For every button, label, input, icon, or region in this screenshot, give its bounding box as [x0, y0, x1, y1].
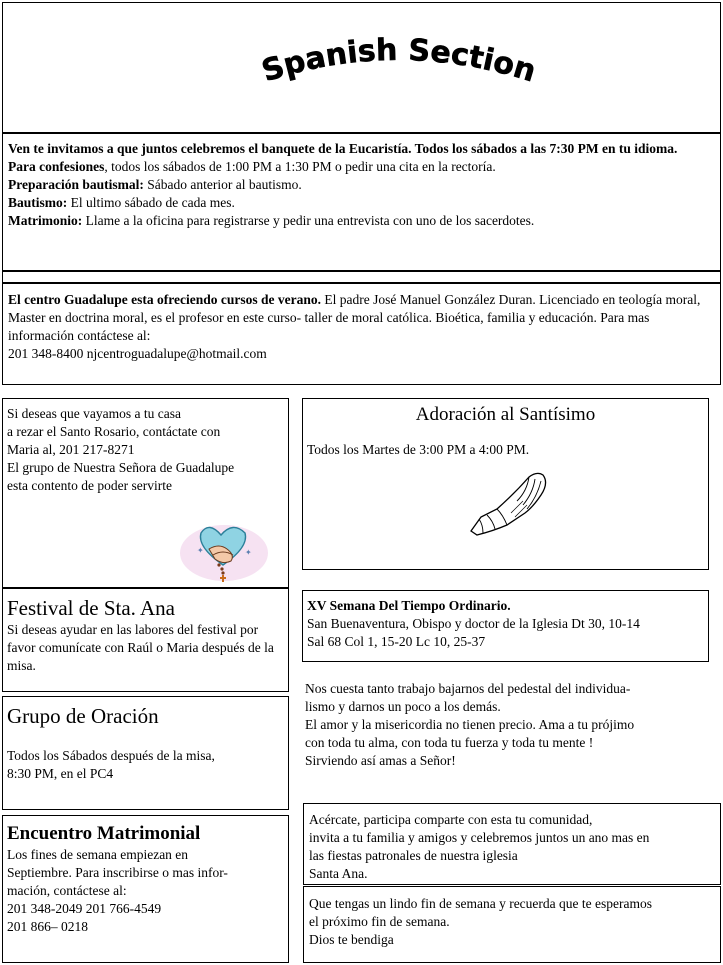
courses-body: El padre José Manuel González Duran. Licenciado en teología moral, Master en doctrina moral, es el profesor en este curso- taller de moral católica. Bioética, familia y educación. Para mas información contáctese al: [8, 292, 701, 343]
adoracion-box [302, 398, 709, 570]
oracion-line: Todos los Sábados después de la misa, [7, 748, 215, 763]
courses-contact: 201 348-8400 njcentroguadalupe@hotmail.com [8, 346, 267, 361]
header-banner [2, 2, 721, 133]
reflexion-line: El amor y la misericordia no tienen precio. Ama a tu prójimo [305, 717, 635, 732]
semana-line: San Buenaventura, Obispo y doctor de la Iglesia Dt 30, 10-14 [307, 616, 640, 631]
rosary-hands-icon [179, 519, 269, 583]
preparacion-text: Sábado anterior al bautismo. [143, 177, 302, 192]
matrimonio-label: Matrimonio: [8, 213, 83, 228]
reflexion-line: Nos cuesta tanto trabajo bajarnos del pedestal del individua- [305, 681, 631, 696]
svg-text:✦: ✦ [197, 546, 204, 555]
encuentro-line: Los fines de semana empiezan en [7, 847, 189, 862]
eucaristia-box [2, 133, 721, 271]
reflexion-line: Sirviendo así amas a Señor! [305, 753, 456, 768]
festival-body: Si deseas ayudar en las labores del festival por favor comunícate con Raúl o Maria después de la misa. [7, 622, 274, 673]
acercate-line: Acércate, participa comparte con esta tu comunidad, [309, 812, 593, 827]
encuentro-line: Septiembre. Para inscribirse o mas infor- [7, 865, 228, 880]
adoracion-body: Todos los Martes de 3:00 PM a 4:00 PM. [307, 442, 530, 457]
rosario-phone: Maria al, 201 217-8271 [7, 442, 135, 457]
semana-box [302, 590, 709, 662]
despedida-line: Dios te bendiga [309, 932, 394, 947]
praying-hands-icon [467, 469, 555, 537]
svg-text:Spanish Section [258, 33, 540, 90]
encuentro-box [2, 815, 289, 963]
rosario-line: a rezar el Santo Rosario, contáctate con [7, 424, 221, 439]
reflexion-line: con toda tu alma, con toda tu fuerza y toda tu mente ! [305, 735, 594, 750]
rosario-line: El grupo de Nuestra Señora de Guadalupe [7, 460, 235, 475]
encuentro-phone: 201 866– 0218 [7, 919, 88, 934]
divider-strip [2, 271, 721, 283]
confesiones-label: Para confesiones [8, 159, 105, 174]
matrimonio-text: Llame a la oficina para registrarse y pedir una entrevista con uno de los sacerdotes. [82, 213, 535, 228]
confesiones-text: , todos los sábados de 1:00 PM a 1:30 PM o pedir una cita en la rectoría. [104, 159, 496, 174]
oracion-box [2, 696, 289, 810]
reflexion-text [305, 680, 705, 770]
bautismo-text: El ultimo sábado de cada mes. [67, 195, 235, 210]
festival-title: Festival de Sta. Ana [7, 596, 175, 620]
acercate-line: invita a tu familia y amigos y celebremos juntos un ano mas en [309, 830, 650, 845]
preparacion-label: Preparación bautismal: [8, 177, 144, 192]
encuentro-phone: 201 348-2049 201 766-4549 [7, 901, 162, 916]
despedida-line: el próximo fin de semana. [309, 914, 450, 929]
bautismo-label: Bautismo: [8, 195, 68, 210]
acercate-box [303, 803, 721, 885]
rosario-line: Si deseas que vayamos a tu casa [7, 406, 181, 421]
oracion-line: 8:30 PM, en el PC4 [7, 766, 114, 781]
courses-box [2, 283, 721, 385]
despedida-box [303, 886, 721, 963]
festival-box [2, 588, 289, 692]
semana-line: Sal 68 Col 1, 15-20 Lc 10, 25-37 [307, 634, 486, 649]
page-title: Spanish Section [257, 32, 540, 90]
reflexion-line: lismo y darnos un poco a los demás. [305, 699, 501, 714]
encuentro-title: Encuentro Matrimonial [7, 823, 201, 844]
oracion-title: Grupo de Oración [7, 704, 159, 728]
encuentro-line: mación, contáctese al: [7, 883, 127, 898]
svg-text:✦: ✦ [245, 548, 252, 557]
rosario-box [2, 398, 289, 588]
title-wordart [3, 3, 722, 134]
acercate-line: Santa Ana. [309, 866, 368, 881]
semana-title: XV Semana Del Tiempo Ordinario. [307, 598, 511, 613]
rosario-line: esta contento de poder servirte [7, 478, 172, 493]
despedida-line: Que tengas un lindo fin de semana y recuerda que te esperamos [309, 896, 652, 911]
courses-lead: El centro Guadalupe esta ofreciendo cursos de verano. [8, 292, 321, 307]
adoracion-title: Adoración al Santísimo [415, 404, 596, 425]
eucaristia-intro: Ven te invitamos a que juntos celebremos el banquete de la Eucaristía. Todos los sábados a las 7:30 PM en tu idioma. [8, 141, 678, 156]
acercate-line: las fiestas patronales de nuestra iglesia [309, 848, 518, 863]
